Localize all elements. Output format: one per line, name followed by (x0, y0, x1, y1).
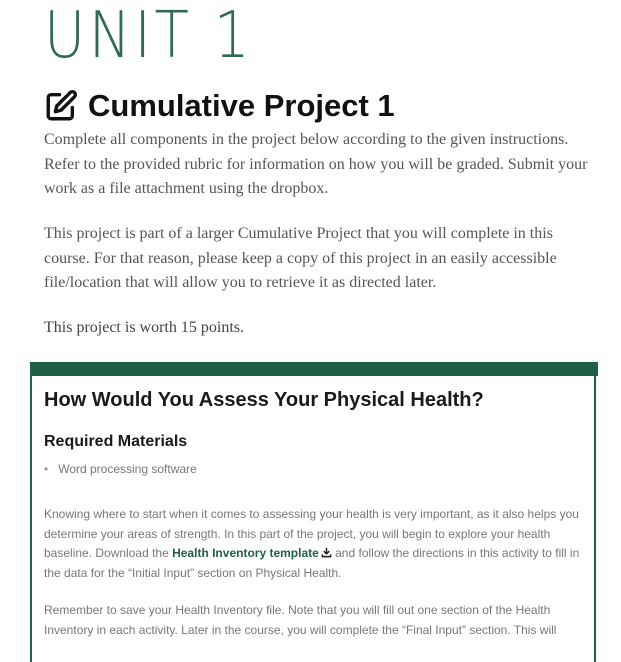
card-paragraph-1 (44, 505, 589, 583)
unit-title: UNIT 1 (44, 0, 254, 73)
download-icon[interactable] (321, 547, 332, 558)
edit-icon (44, 89, 78, 123)
list-item: • Word processing software (44, 462, 197, 476)
health-inventory-template-link[interactable] (172, 546, 332, 560)
required-materials-list (44, 462, 197, 476)
card-header-bar (30, 362, 598, 376)
paragraph-text: and follow the directions in this activity to fill in the data for the “Initial Input” section on Physical Health. (44, 546, 580, 580)
project-title: Cumulative Project 1 (88, 88, 395, 123)
required-materials-heading: Required Materials (44, 433, 188, 450)
intro-paragraph-1: Complete all components in the project below according to the given instructions. Refer to the provided rubric for information on how you will be graded. Submit your work as a file attachment using the dropbox. (44, 131, 588, 197)
card-title: How Would You Assess Your Physical Health? (44, 389, 484, 411)
card-paragraph-2: Remember to save your Health Inventory file. Note that you will fill out one section of the Health Inventory in each activity. Later in the course, you will complete the “Final Input” section. This will (44, 603, 557, 637)
points-statement: This project is worth 15 points. (44, 319, 244, 336)
intro-paragraph-2: This project is part of a larger Cumulative Project that you will complete in this course. For that reason, please keep a copy of this project in an easily accessible file/location that will allow you to retrieve it as directed later. (44, 225, 557, 291)
link-label[interactable]: Health Inventory template (172, 546, 319, 560)
paragraph-text: Knowing where to start when it comes to assessing your health is very important, as it also helps you determine your areas of strength. In this part of the project, you will begin to explore your health baseline. Download the (44, 507, 579, 560)
project-heading (44, 88, 395, 124)
